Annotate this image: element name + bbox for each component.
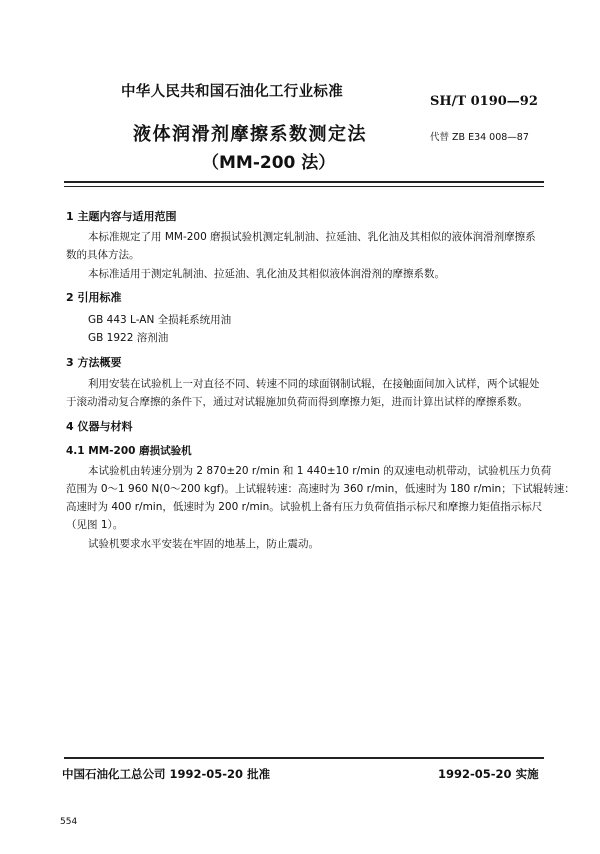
section-4-line: （见图 1）。	[66, 519, 124, 531]
section-4-line: 本试验机由转速分别为 2 870±20 r/min 和 1 440±10 r/min 的双速电动机带动，试验机压力负荷	[88, 465, 552, 477]
section-4-1-heading: 4.1 MM-200 磨损试验机	[66, 445, 192, 457]
issuing-organization: 中华人民共和国石油化工行业标准	[121, 84, 343, 100]
implementation-date: 1992-05-20 实施	[438, 767, 539, 781]
section-3-line: 于滚动滑动复合摩擦的条件下，通过对试辊施加负荷而得到摩擦力矩，进而计算出试样的摩擦系数。	[66, 396, 528, 408]
reference-item: GB 443 L-AN 全损耗系统用油	[88, 314, 232, 326]
document-title: 液体润滑剂摩擦系数测定法	[133, 124, 367, 145]
section-4-line: 试验机要求水平安装在牢固的地基上，防止震动。	[88, 538, 319, 550]
section-2-heading: 2 引用标准	[66, 291, 122, 304]
section-4-line: 范围为 0～1 960 N(0～200 kgf)。上试辊转速：高速时为 360 r/min，低速时为 180 r/min；下试辊转速：	[66, 483, 575, 495]
section-1-heading: 1 主题内容与适用范围	[66, 210, 177, 223]
footer-rule	[64, 757, 544, 759]
standard-number: SH/T 0190—92	[430, 94, 538, 109]
document-subtitle: （MM-200 法）	[202, 153, 336, 173]
section-3-line: 利用安装在试验机上一对直径不同、转速不同的球面钢制试辊，在接触面间加入试样，两个试辊处	[88, 378, 540, 390]
replaces-standard: 代替 ZB E34 008—87	[430, 132, 529, 143]
section-3-heading: 3 方法概要	[66, 356, 122, 369]
approval-date: 中国石油化工总公司 1992-05-20 批准	[62, 767, 271, 781]
header-rule-thin	[64, 186, 544, 187]
section-4-heading: 4 仪器与材料	[66, 420, 133, 433]
header-rule-thick	[64, 181, 544, 183]
section-1-line: 本标准规定了用 MM-200 磨损试验机测定轧制油、拉延油、乳化油及其相似的液体润滑剂摩擦系	[88, 231, 536, 243]
page-number: 554	[60, 817, 78, 827]
section-1-line: 本标准适用于测定轧制油、拉延油、乳化油及其相似液体润滑剂的摩擦系数。	[88, 268, 445, 280]
section-1-line: 数的具体方法。	[66, 249, 140, 261]
reference-item: GB 1922 溶剂油	[88, 332, 169, 344]
section-4-line: 高速时为 400 r/min，低速时为 200 r/min。试验机上备有压力负荷值指示标尺和摩擦力矩值指示标尺	[66, 501, 543, 513]
